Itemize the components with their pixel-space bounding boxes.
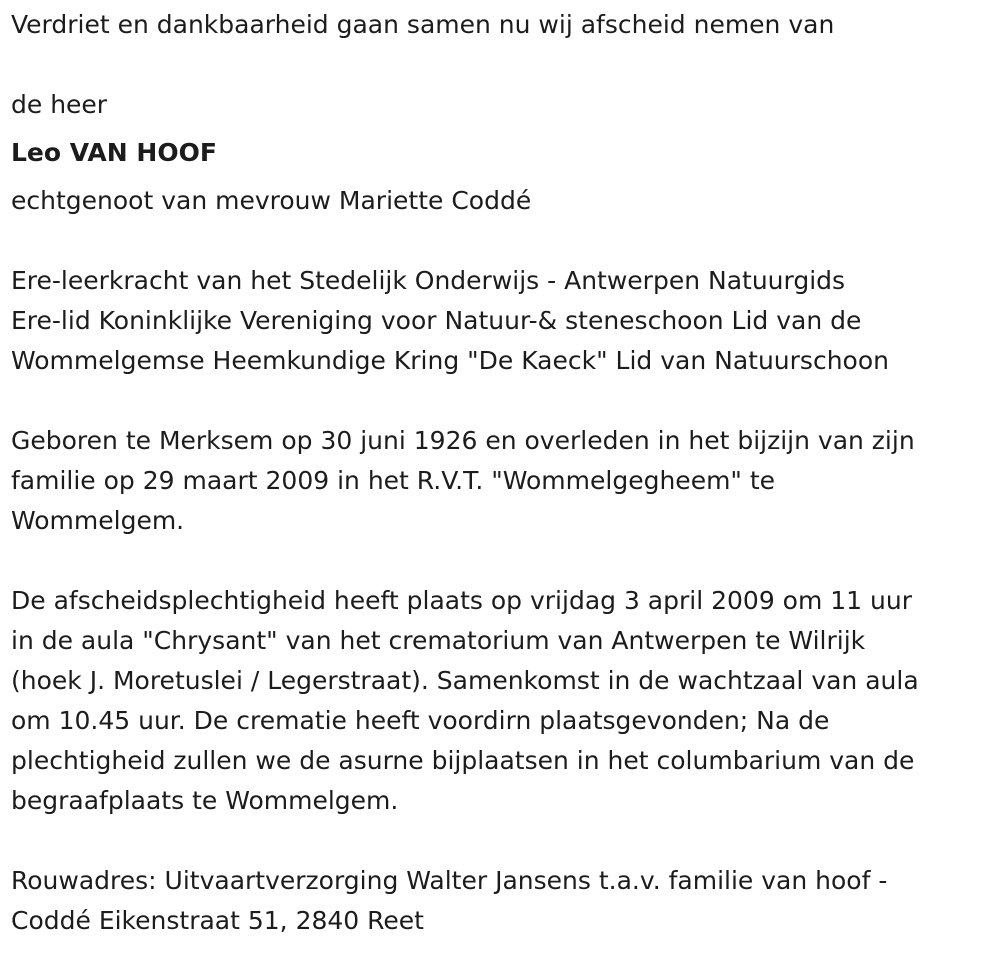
birth-death-line: Geboren te Merksem op 30 juni 1926 en overleden in het bijzijn van zijn — [11, 426, 915, 455]
title-prefix: de heer — [11, 90, 108, 119]
affiliation-line: Wommelgemse Heemkundige Kring "De Kaeck" Lid van Natuurschoon — [11, 346, 889, 375]
birth-death-line: familie op 29 maart 2009 in het R.V.T. "Wommelgegheem" te — [11, 466, 776, 495]
address-line: Coddé Eikenstraat 51, 2840 Reet — [11, 906, 424, 935]
birth-death-line: Wommelgem. — [11, 506, 185, 535]
ceremony-line: plechtigheid zullen we de asurne bijplaatsen in het columbarium van de — [11, 746, 915, 775]
spouse-line: echtgenoot van mevrouw Mariette Coddé — [11, 186, 532, 215]
ceremony-line: begraafplaats te Wommelgem. — [11, 786, 399, 815]
affiliation-line: Ere-leerkracht van het Stedelijk Onderwijs - Antwerpen Natuurgids — [11, 266, 846, 295]
affiliation-line: Ere-lid Koninklijke Vereniging voor Natuur-& steneschoon Lid van de — [11, 306, 862, 335]
ceremony-line: in de aula "Chrysant" van het crematorium van Antwerpen te Wilrijk — [11, 626, 866, 655]
address-line: Rouwadres: Uitvaartverzorging Walter Jansens t.a.v. familie van hoof - — [11, 866, 888, 895]
ceremony-line: om 10.45 uur. De crematie heeft voordirn plaatsgevonden; Na de — [11, 706, 830, 735]
ceremony-line: De afscheidsplechtigheid heeft plaats op vrijdag 3 april 2009 om 11 uur — [11, 586, 913, 615]
opening-line: Verdriet en dankbaarheid gaan samen nu wij afscheid nemen van — [11, 10, 835, 39]
deceased-name: Leo VAN HOOF — [11, 138, 217, 167]
ceremony-line: (hoek J. Moretuslei / Legerstraat). Samenkomst in de wachtzaal van aula — [11, 666, 919, 695]
